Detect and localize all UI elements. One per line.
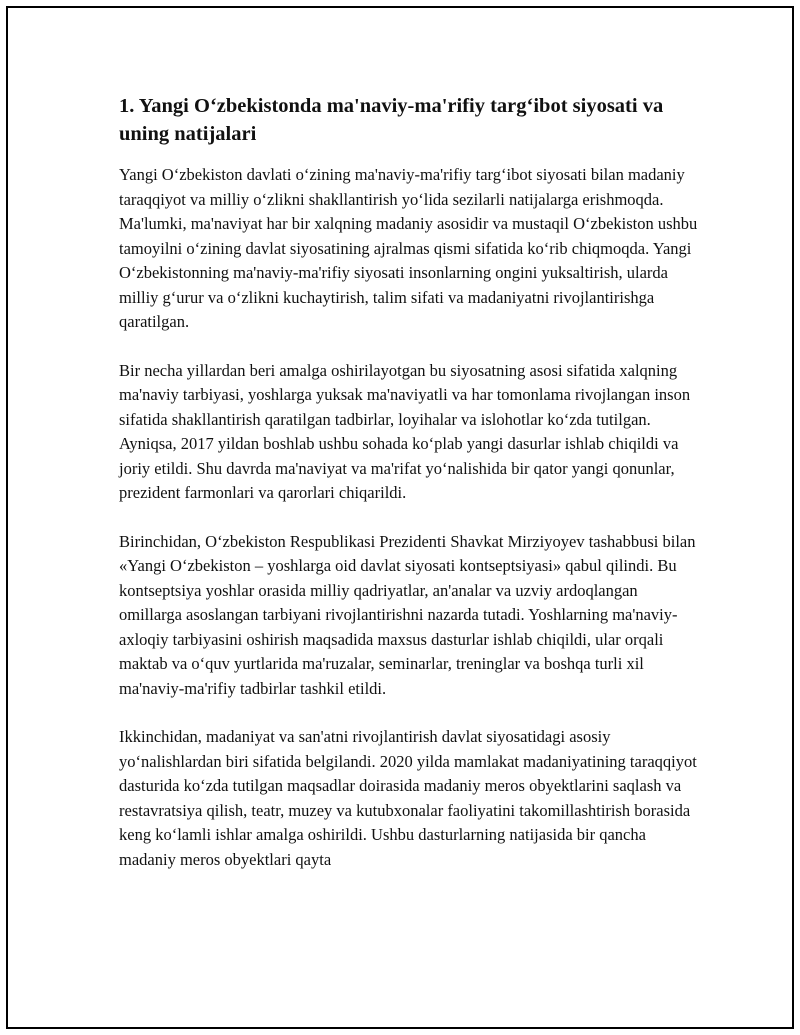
- paragraph-3: Birinchidan, O‘zbekiston Respublikasi Prezidenti Shavkat Mirziyoyev tashabbusi bilan «Yangi O‘zbekiston – yoshlarga oid davlat siyosati kontseptsiyasi» qabul qilindi. Bu kontseptsiya yoshlar orasida milliy qadriyatlar, an'analar va uzviy ardoqlangan omillarga asoslangan tarbiyani rivojlantirishni nazarda tutadi. Yoshlarning ma'naviy-axloqiy tarbiyasini oshirish maqsadida maxsus dasturlar ishlab chiqildi, ular orqali maktab va o‘quv yurtlarida ma'ruzalar, seminarlar, treninglar va boshqa turli xil ma'naviy-ma'rifiy tadbirlar tashkil etildi.: [119, 531, 696, 698]
- paragraph-1: Yangi O‘zbekiston davlati o‘zining ma'naviy-ma'rifiy targ‘ibot siyosati bilan madaniy taraqqiyot va milliy o‘zlikni shakllantirish yo‘lida sezilarli natijalarga erishmoqda. Ma'lumki, ma'naviyat har bir xalqning madaniy asosidir va mustaqil O‘zbekiston ushbu tamoyilni o‘zining davlat siyosatining ajralmas qismi sifatida ko‘rib chiqmoqda. Yangi O‘zbekistonning ma'naviy-ma'rifiy siyosati insonlarning ongini yuksaltirish, ularda milliy g‘urur va o‘zlikni kuchaytirish, talim sifati va madaniyatni rivojlantirishga qaratilgan.: [119, 165, 698, 331]
- paragraph-4: Ikkinchidan, madaniyat va san'atni rivojlantirish davlat siyosatidagi asosiy yo‘nalishlardan biri sifatida belgilandi. 2020 yilda mamlakat madaniyatining taraqqiyot dasturida ko‘zda tutilgan maqsadlar doirasida madaniy meros obyektlarini saqlash va restavratsiya qilish, teatr, muzey va kutubxonalar faoliyatini takomillashtirish borasida keng ko‘lamli ishlar amalga oshirildi. Ushbu dasturlarning natijasida bir qancha madaniy meros obyektlari qayta: [119, 727, 697, 869]
- section-heading: 1. Yangi O‘zbekistonda ma'naviy-ma'rifiy targ‘ibot siyosati va uning natijalari: [119, 95, 664, 145]
- paragraph-2: Bir necha yillardan beri amalga oshirilayotgan bu siyosatning asosi sifatida xalqning ma'naviy tarbiyasi, yoshlarga yuksak ma'naviyatli va har tomonlama rivojlangan inson sifatida shakllantirish qaratilgan tadbirlar, loyihalar va islohotlar ko‘zda tutilgan. Ayniqsa, 2017 yildan boshlab ushbu sohada ko‘plab yangi dasurlar ishlab chiqildi va joriy etildi. Shu davrda ma'naviyat va ma'rifat yo‘nalishida bir qator yangi qonunlar, prezident farmonlari va qarorlari chiqarildi.: [119, 360, 691, 502]
- page-frame: [6, 6, 794, 1029]
- document-body: [119, 92, 699, 896]
